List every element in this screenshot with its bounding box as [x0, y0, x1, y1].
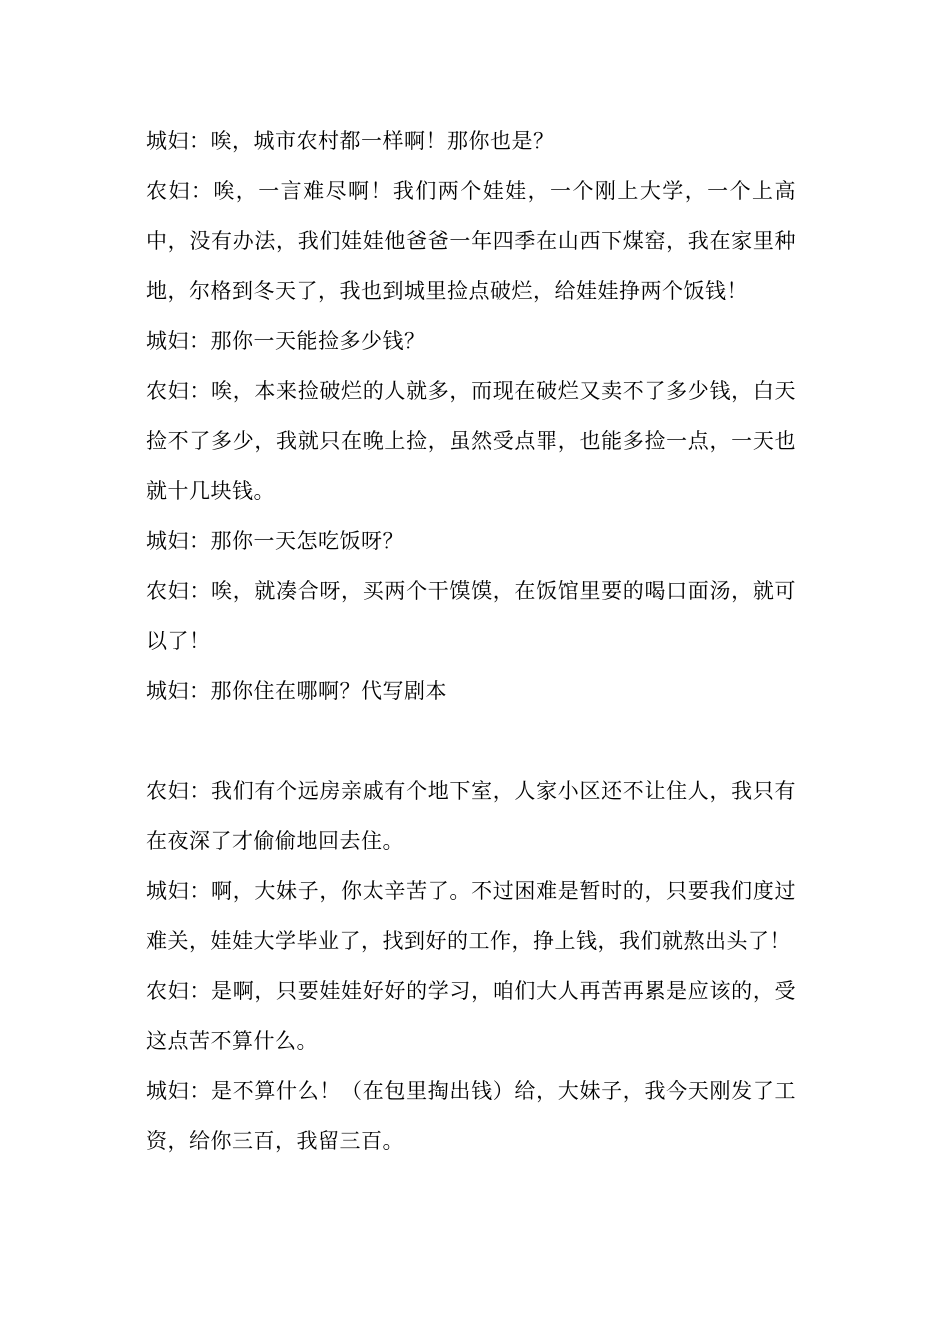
dialogue-line: 城妇：啊，大妹子，你太辛苦了。不过困难是暂时的，只要我们度过难关，娃娃大学毕业了，找到好的工作，挣上钱，我们就熬出头了！: [146, 879, 796, 953]
dialogue-line: 城妇：那你一天能捡多少钱？: [146, 329, 426, 353]
dialogue-line: 城妇：那你住在哪啊？代写剧本: [146, 679, 447, 703]
dialogue-line: 城妇：唉，城市农村都一样啊！那你也是？: [146, 129, 555, 153]
dialogue-line: 农妇：是啊，只要娃娃好好的学习，咱们大人再苦再累是应该的，受这点苦不算什么。: [146, 979, 796, 1053]
dialogue-line: 农妇：唉，本来捡破烂的人就多，而现在破烂又卖不了多少钱，白天捡不了多少，我就只在晚上捡，虽然受点罪，也能多捡一点，一天也就十几块钱。: [146, 379, 796, 503]
dialogue-text: [146, 116, 796, 1166]
dialogue-line: 农妇：唉，就凑合呀，买两个干馍馍，在饭馆里要的喝口面汤，就可以了！: [146, 579, 796, 653]
dialogue-line: 城妇：那你一天怎吃饭呀？: [146, 529, 404, 553]
paragraph-gap: [146, 716, 796, 766]
dialogue-line: 农妇：唉，一言难尽啊！我们两个娃娃，一个刚上大学，一个上高中，没有办法，我们娃娃他爸爸一年四季在山西下煤窑，我在家里种地，尔格到冬天了，我也到城里捡点破烂，给娃娃挣两个饭钱！: [146, 179, 796, 303]
dialogue-line: 城妇：是不算什么！（在包里掏出钱）给，大妹子，我今天刚发了工资，给你三百，我留三百。: [146, 1079, 796, 1153]
dialogue-line: 农妇：我们有个远房亲戚有个地下室，人家小区还不让住人，我只有在夜深了才偷偷地回去住。: [146, 779, 796, 853]
